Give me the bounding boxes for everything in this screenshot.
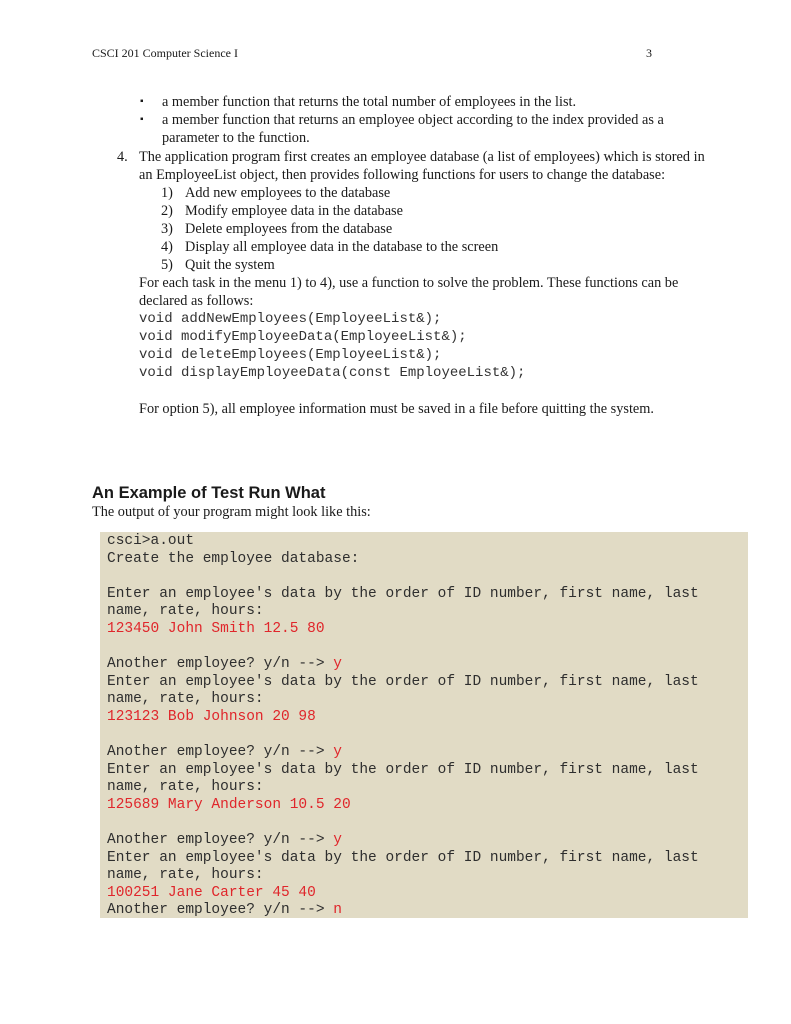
terminal-line bbox=[107, 568, 741, 586]
menu-option bbox=[161, 184, 707, 202]
terminal-output bbox=[100, 532, 748, 918]
menu-option bbox=[161, 256, 707, 274]
bullet-marker-icon: ▪ bbox=[140, 114, 144, 125]
menu-option-number: 2) bbox=[161, 203, 173, 219]
item-intro: The application program first creates an employee database (a list of employees) which is stored in an EmployeeList object, then provides following functions for users to change the database: bbox=[139, 149, 705, 183]
page-number: 3 bbox=[646, 46, 652, 60]
functions-intro: For each task in the menu 1) to 4), use a function to solve the problem. These functions can be declared as follows: bbox=[139, 275, 679, 309]
user-input: y bbox=[333, 832, 342, 849]
terminal-line bbox=[107, 639, 741, 657]
menu-option-text: Add new employees to the database bbox=[185, 185, 391, 201]
menu-option-number: 4) bbox=[161, 239, 173, 255]
terminal-line bbox=[107, 797, 741, 815]
terminal-line: Enter an employee's data by the order of ID number, first name, last bbox=[107, 585, 699, 602]
menu-option-text: Delete employees from the database bbox=[185, 221, 393, 237]
terminal-line: name, rate, hours: bbox=[107, 603, 264, 620]
terminal-line bbox=[107, 727, 741, 745]
bullet-item bbox=[140, 93, 705, 111]
menu-option-text: Modify employee data in the database bbox=[185, 203, 403, 219]
course-title: CSCI 201 Computer Science I bbox=[92, 46, 238, 60]
user-input: 125689 Mary Anderson 10.5 20 bbox=[107, 796, 351, 813]
terminal-line: csci>a.out bbox=[107, 533, 195, 549]
numbered-item-4 bbox=[117, 148, 707, 418]
bullet-marker-icon: ▪ bbox=[140, 96, 144, 107]
terminal-line bbox=[107, 815, 741, 833]
function-declaration: void addNewEmployees(EmployeeList&); bbox=[139, 311, 442, 327]
item-number: 4. bbox=[117, 149, 128, 165]
menu-option-number: 3) bbox=[161, 221, 173, 237]
terminal-line: name, rate, hours: bbox=[107, 779, 264, 796]
terminal-line bbox=[107, 709, 741, 727]
bullet-item bbox=[140, 111, 705, 147]
section-heading: An Example of Test Run What bbox=[92, 484, 326, 502]
bullet-text: a member function that returns an employee object according to the index provided as a parameter to the function. bbox=[162, 112, 664, 146]
function-declaration: void modifyEmployeeData(EmployeeList&); bbox=[139, 329, 467, 345]
bullet-text: a member function that returns the total number of employees in the list. bbox=[162, 94, 577, 110]
terminal-line: name, rate, hours: bbox=[107, 867, 264, 884]
option-5-note: For option 5), all employee information must be saved in a file before quitting the system. bbox=[139, 401, 654, 417]
terminal-line: Enter an employee's data by the order of ID number, first name, last bbox=[107, 849, 699, 866]
member-function-bullets bbox=[140, 93, 705, 147]
user-input: y bbox=[333, 744, 342, 761]
menu-list bbox=[161, 184, 707, 274]
function-declaration: void displayEmployeeData(const EmployeeList&); bbox=[139, 365, 526, 381]
menu-option-text: Display all employee data in the database to the screen bbox=[185, 239, 499, 255]
terminal-line: Another employee? y/n --> n bbox=[107, 902, 342, 919]
terminal-line bbox=[107, 885, 741, 903]
terminal-line bbox=[107, 621, 741, 639]
menu-option-number: 1) bbox=[161, 185, 173, 201]
section-intro: The output of your program might look like this: bbox=[92, 504, 371, 520]
terminal-line: Another employee? y/n --> y bbox=[107, 656, 342, 673]
terminal-line: Enter an employee's data by the order of ID number, first name, last bbox=[107, 761, 699, 778]
user-input: 123450 John Smith 12.5 80 bbox=[107, 620, 325, 637]
function-declaration: void deleteEmployees(EmployeeList&); bbox=[139, 347, 442, 363]
menu-option-number: 5) bbox=[161, 257, 173, 273]
user-input: 100251 Jane Carter 45 40 bbox=[107, 884, 316, 901]
terminal-line: Enter an employee's data by the order of ID number, first name, last bbox=[107, 673, 699, 690]
menu-option bbox=[161, 220, 707, 238]
user-input: n bbox=[333, 902, 342, 919]
terminal-line: Create the employee database: bbox=[107, 550, 360, 567]
menu-option bbox=[161, 238, 707, 256]
user-input: y bbox=[333, 656, 342, 673]
user-input: 123123 Bob Johnson 20 98 bbox=[107, 708, 316, 725]
menu-option-text: Quit the system bbox=[185, 257, 275, 273]
menu-option bbox=[161, 202, 707, 220]
terminal-line: Another employee? y/n --> y bbox=[107, 832, 342, 849]
terminal-line: name, rate, hours: bbox=[107, 691, 264, 708]
terminal-line: Another employee? y/n --> y bbox=[107, 744, 342, 761]
